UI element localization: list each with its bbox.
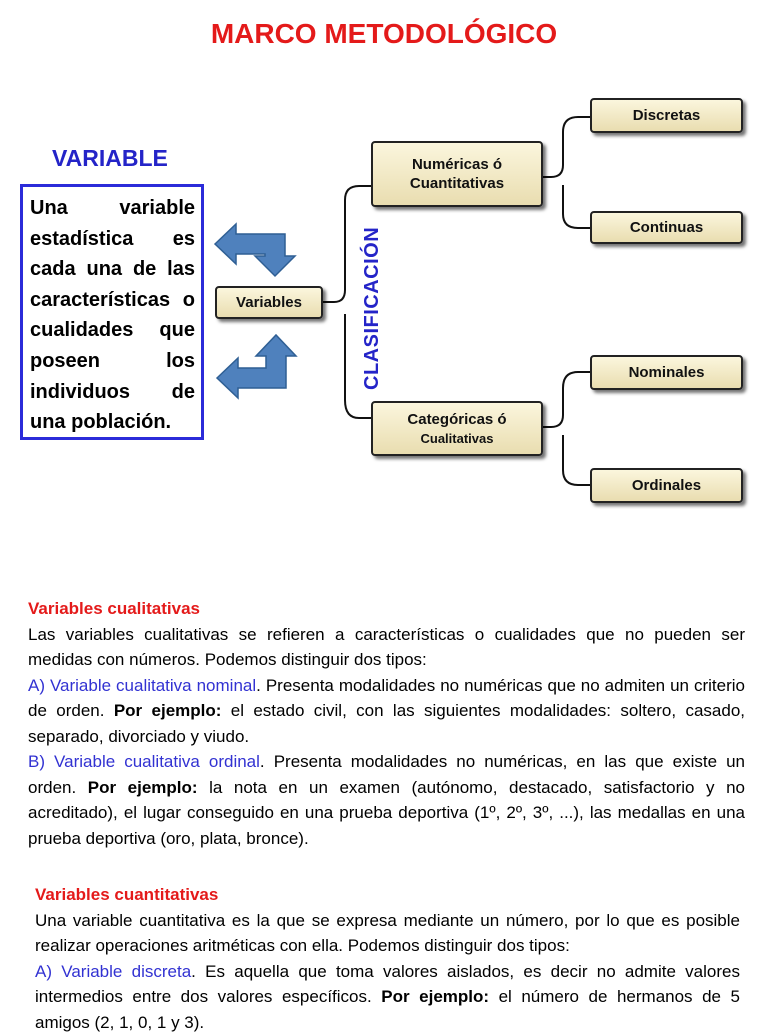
- discreta-example-label: Por ejemplo:: [381, 987, 489, 1006]
- bent-arrow-down-icon: [215, 224, 295, 276]
- cualitativas-intro: Las variables cualitativas se refieren a características o cualidades que no pueden ser medidas con números. Podemos distinguir dos tipos:: [28, 622, 745, 673]
- discreta-text: . Es aquella que toma valores aislados, es decir no admite valores intermedios entre dos valores específicos.: [35, 962, 740, 1007]
- categoric-brace: [543, 372, 591, 485]
- node-discretas: Discretas: [590, 98, 743, 133]
- bent-arrow-up-icon: [217, 335, 296, 398]
- node-numericas: [371, 141, 543, 207]
- cuantitativas-intro: Una variable cuantitativa es la que se expresa mediante un número, por lo que es posible realizar operaciones aritméticas con ella. Podemos distinguir dos tipos:: [35, 908, 740, 959]
- cualitativas-ordinal-paragraph: [28, 749, 745, 851]
- node-numericas-line1: Numéricas ó: [410, 155, 504, 174]
- node-numericas-line2: Cuantitativas: [410, 174, 504, 193]
- classification-label: CLASIFICACIÓN: [361, 227, 384, 390]
- node-categoricas-line1: Categóricas ó: [407, 410, 506, 429]
- nominal-text: . Presenta modalidades no numéricas que no admiten un criterio de orden.: [28, 676, 745, 721]
- page-title: MARCO METODOLÓGICO: [0, 18, 768, 50]
- variable-heading: VARIABLE: [52, 145, 168, 172]
- cuantitativas-section: [35, 882, 740, 1035]
- node-variables: Variables: [215, 286, 323, 319]
- node-categoricas-line2: Cualitativas: [407, 429, 506, 448]
- ordinal-example: la nota en un examen (autónomo, destacado, satisfactorio y no acreditado), el lugar conseguido en una prueba deportiva (1º, 2º, 3º, ...), las medallas en una prueba deportiva (oro, plata, bronce).: [28, 778, 745, 848]
- numeric-brace: [543, 117, 591, 228]
- node-categoricas: [371, 401, 543, 456]
- cualitativas-heading: Variables cualitativas: [28, 596, 745, 622]
- node-continuas: Continuas: [590, 211, 743, 244]
- cualitativas-nominal-paragraph: [28, 673, 745, 750]
- nominal-example: el estado civil, con las siguientes modalidades: soltero, casado, separado, divorciado y viudo.: [28, 701, 745, 746]
- cualitativas-section: [28, 596, 745, 851]
- node-nominales: Nominales: [590, 355, 743, 390]
- discreta-example: el número de hermanos de 5 amigos (2, 1, 0, 1 y 3).: [35, 987, 740, 1032]
- ordinal-example-label: Por ejemplo:: [88, 778, 198, 797]
- cuantitativas-heading: Variables cuantitativas: [35, 882, 740, 908]
- nominal-label: A) Variable cualitativa nominal: [28, 676, 256, 695]
- ordinal-label: B) Variable cualitativa ordinal: [28, 752, 260, 771]
- nominal-example-label: Por ejemplo:: [114, 701, 222, 720]
- discreta-label: A) Variable discreta: [35, 962, 191, 981]
- ordinal-text: . Presenta modalidades no numéricas, en las que existe un orden.: [28, 752, 745, 797]
- node-ordinales: Ordinales: [590, 468, 743, 503]
- definition-box: Una variable estadística es cada una de las características o cualidades que poseen los individuos de una población.: [20, 184, 204, 440]
